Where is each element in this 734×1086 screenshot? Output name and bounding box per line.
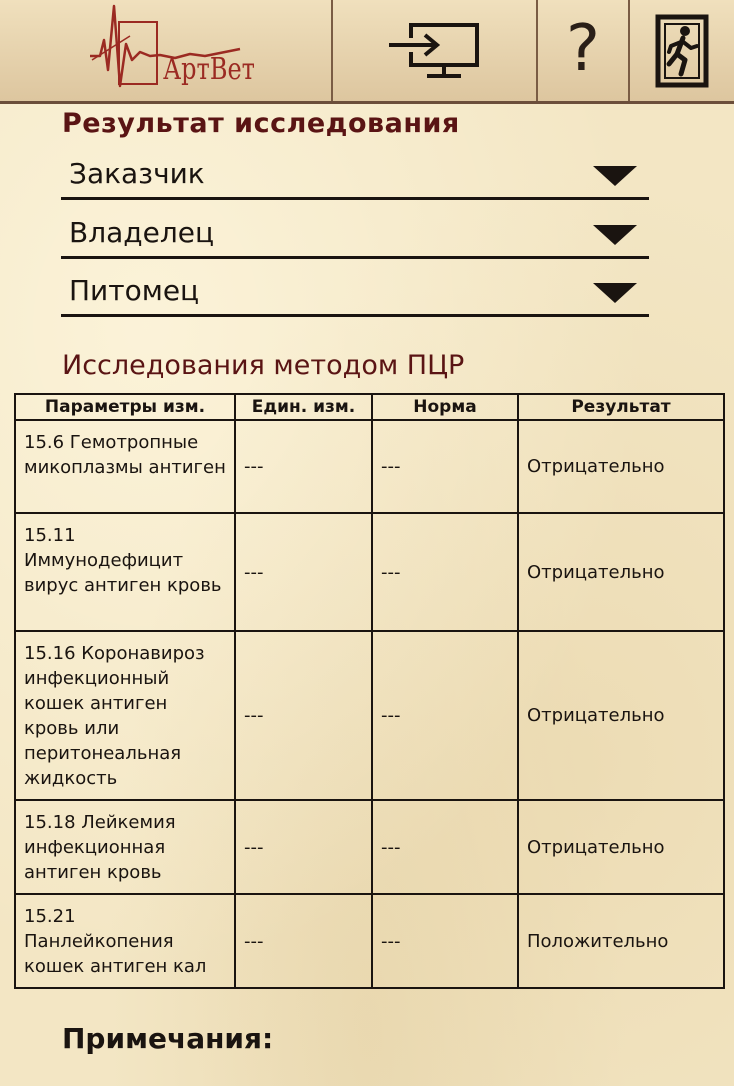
column-header-norm: Норма [372, 394, 518, 420]
help-question-icon: ? [566, 11, 600, 86]
results-table [14, 393, 725, 989]
row-parameter: 15.18 Лейкемия инфекционная антиген кровь [15, 800, 235, 894]
row-unit: --- [235, 420, 372, 513]
row-parameter: 15.6 Гемотропные микоплазмы антиген [15, 420, 235, 513]
chevron-down-icon [593, 166, 637, 186]
row-parameter: 15.21 Панлейкопения кошек антиген кал [15, 894, 235, 988]
table-row [15, 894, 724, 988]
row-norm: --- [372, 800, 518, 894]
page-title: Результат исследования [62, 108, 460, 139]
table-row [15, 513, 724, 631]
accordion-owner-label: Владелец [69, 216, 215, 249]
row-norm: --- [372, 420, 518, 513]
column-header-units: Един. изм. [235, 394, 372, 420]
row-norm: --- [372, 513, 518, 631]
accordion-pet[interactable] [61, 269, 649, 317]
row-result: Отрицательно [518, 513, 724, 631]
help-button[interactable] [538, 0, 630, 101]
row-unit: --- [235, 894, 372, 988]
row-norm: --- [372, 631, 518, 800]
row-unit: --- [235, 800, 372, 894]
accordion-customer[interactable] [61, 152, 649, 200]
row-unit: --- [235, 631, 372, 800]
row-result: Отрицательно [518, 631, 724, 800]
chevron-down-icon [593, 283, 637, 303]
table-row [15, 420, 724, 513]
accordion-customer-label: Заказчик [69, 157, 205, 190]
column-header-parameters: Параметры изм. [15, 394, 235, 420]
section-title: Исследования методом ПЦР [62, 350, 465, 381]
row-parameter: 15.16 Коронавироз инфекционный кошек антиген кровь или перитонеальная жидкость [15, 631, 235, 800]
table-row [15, 631, 724, 800]
row-norm: --- [372, 894, 518, 988]
row-parameter: 15.11 Иммунодефицит вирус антиген кровь [15, 513, 235, 631]
chevron-down-icon [593, 225, 637, 245]
row-result: Отрицательно [518, 420, 724, 513]
emergency-exit-icon [655, 14, 709, 88]
login-monitor-icon [387, 21, 483, 81]
login-button[interactable] [333, 0, 538, 101]
logo-button[interactable] [0, 0, 333, 101]
accordion-pet-label: Питомец [69, 274, 200, 307]
logo-text: АртВет [163, 52, 255, 87]
row-result: Отрицательно [518, 800, 724, 894]
column-header-result: Результат [518, 394, 724, 420]
table-row [15, 800, 724, 894]
top-toolbar [0, 0, 734, 104]
accordion-owner[interactable] [61, 211, 649, 259]
notes-title: Примечания: [62, 1022, 274, 1055]
exit-button[interactable] [630, 0, 734, 101]
row-unit: --- [235, 513, 372, 631]
table-header-row [15, 394, 724, 420]
row-result: Положительно [518, 894, 724, 988]
